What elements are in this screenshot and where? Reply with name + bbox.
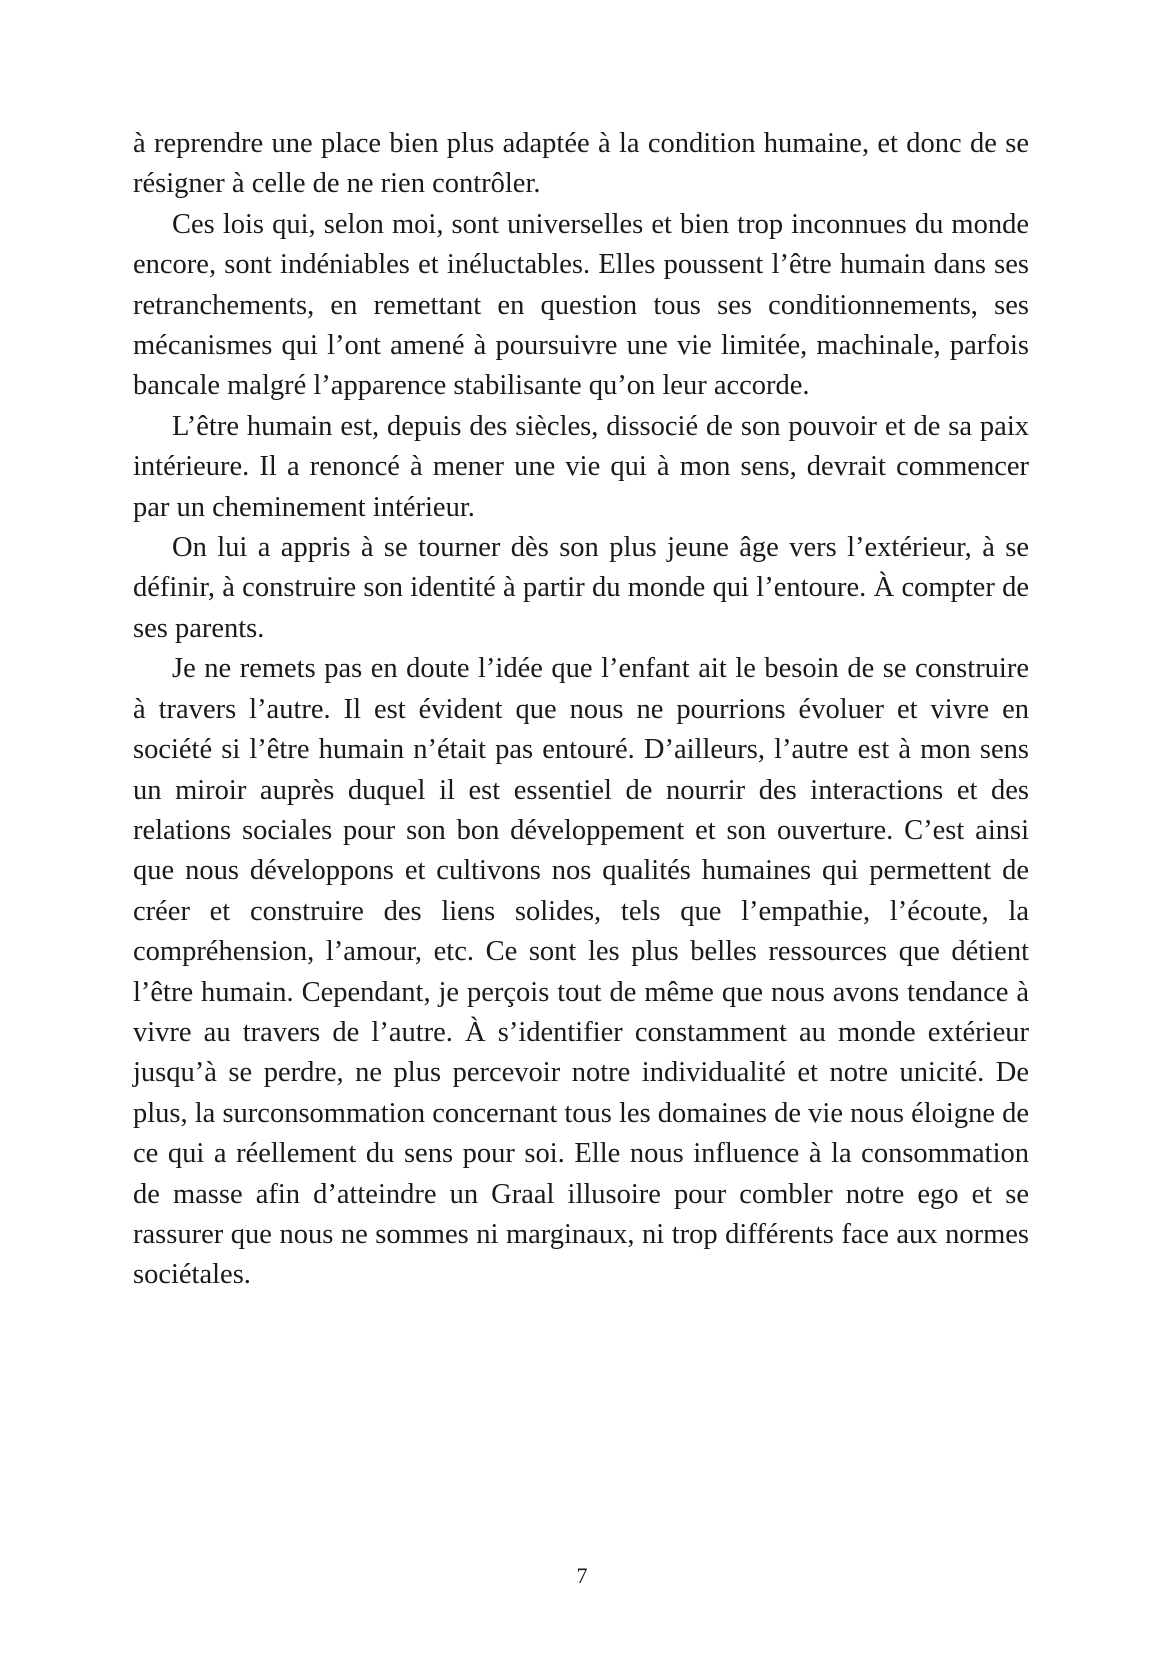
- paragraph: L’être humain est, depuis des siècles, dissocié de son pouvoir et de sa paix intérieure. Il a renoncé à mener une vie qui à mon sens, devrait commencer par un cheminement intérieur.: [133, 410, 1029, 523]
- body-text: [133, 124, 1029, 1296]
- page-number: 7: [576, 1563, 588, 1588]
- paragraph: Je ne remets pas en doute l’idée que l’enfant ait le besoin de se construire à travers l’autre. Il est évident que nous ne pourrions évoluer et vivre en société si l’être humain n’était pas entouré. D’ailleurs, l’autre est à mon sens un miroir auprès duquel il est essentiel de nourrir des interactions et des relations sociales pour son bon développement et son ouverture. C’est ainsi que nous développons et cultivons nos qualités humaines qui permettent de créer et construire des liens solides, tels que l’empathie, l’écoute, la compréhension, l’amour, etc. Ce sont les plus belles ressources que détient l’être humain. Cependant, je perçois tout de même que nous avons tendance à vivre au travers de l’autre. À s’identifier constamment au monde extérieur jusqu’à se perdre, ne plus percevoir notre individualité et notre unicité. De plus, la surconsommation concernant tous les domaines de vie nous éloigne de ce qui a réellement du sens pour soi. Elle nous influence à la consommation de masse afin d’atteindre un Graal illusoire pour combler notre ego et se rassurer que nous ne sommes ni marginaux, ni trop différents face aux normes sociétales.: [133, 653, 1029, 1291]
- paragraph: Ces lois qui, selon moi, sont universelles et bien trop inconnues du monde encore, sont indéniables et inéluctables. Elles poussent l’être humain dans ses retranchements, en remettant en question tous ses conditionnements, ses mécanismes qui l’ont amené à poursuivre une vie limitée, machinale, parfois bancale malgré l’apparence stabilisante qu’on leur accorde.: [133, 208, 1029, 402]
- paragraph: à reprendre une place bien plus adaptée à la condition humaine, et donc de se résigner à celle de ne rien contrôler.: [133, 128, 1029, 200]
- paragraph: On lui a appris à se tourner dès son plus jeune âge vers l’extérieur, à se définir, à construire son identité à partir du monde qui l’entoure. À compter de ses parents.: [133, 532, 1029, 644]
